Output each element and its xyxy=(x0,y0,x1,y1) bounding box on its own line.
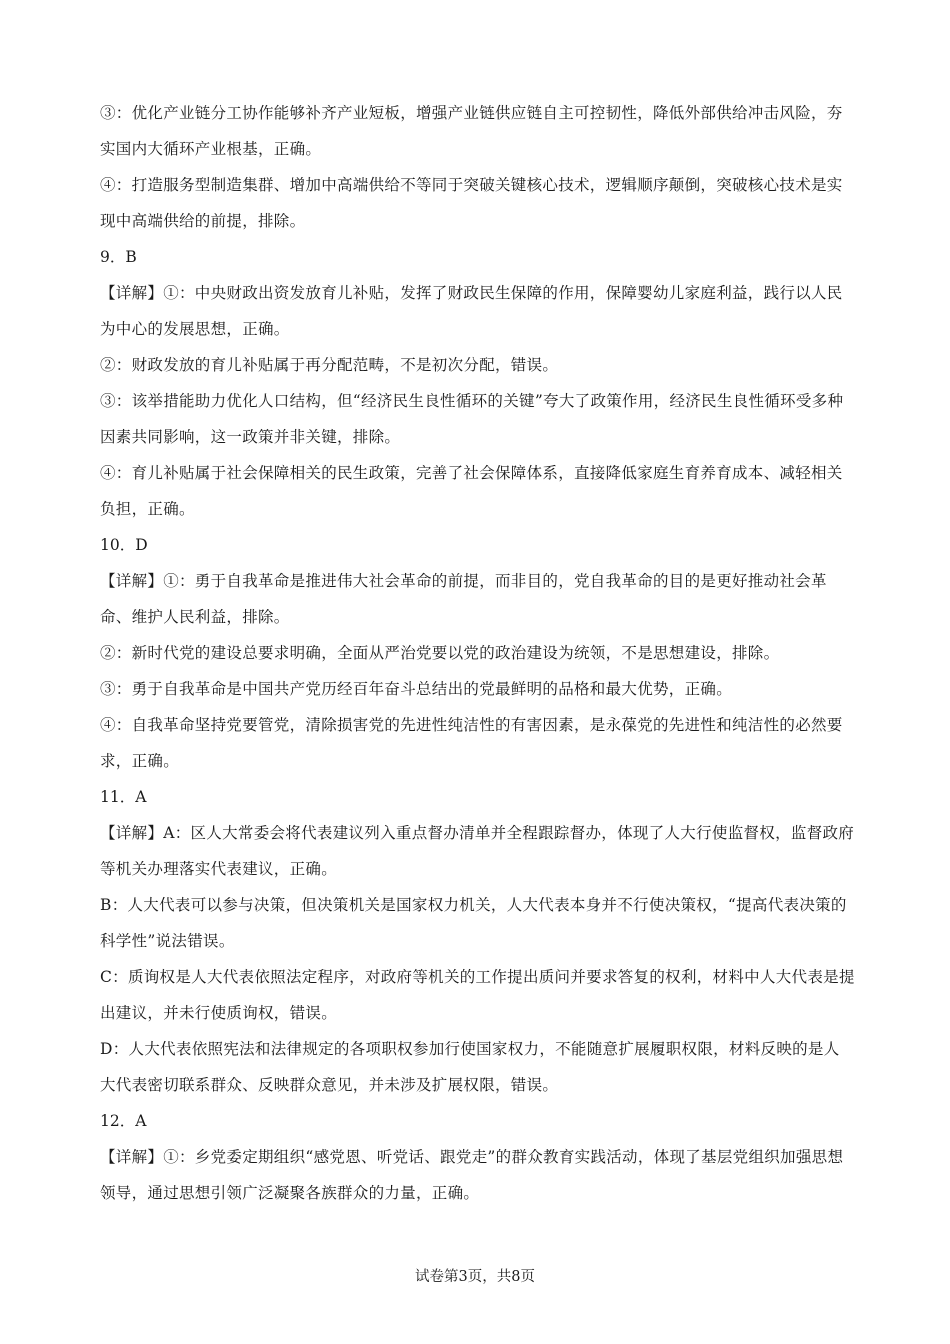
answer-paragraph: ②：新时代党的建设总要求明确，全面从严治党要以党的政治建设为统领，不是思想建设，排除。 xyxy=(100,644,780,662)
answer-paragraph: ③：该举措能助力优化人口结构，但“经济民生良性循环的关键”夸大了政策作用，经济民生良性循环受多种因素共同影响，这一政策并非关键，排除。 xyxy=(100,392,844,446)
answer-content xyxy=(100,95,855,1211)
answer-paragraph: 【详解】①：中央财政出资发放育儿补贴，发挥了财政民生保障的作用，保障婴幼儿家庭利益，践行以人民为中心的发展思想，正确。 xyxy=(100,284,843,338)
page-footer: 试卷第3页，共8页 xyxy=(415,1269,535,1285)
answer-paragraph: ④：打造服务型制造集群、增加中高端供给不等同于突破关键核心技术，逻辑顺序颠倒，突破核心技术是实现中高端供给的前提，排除。 xyxy=(100,176,843,230)
answer-paragraph: ③：优化产业链分工协作能够补齐产业短板，增强产业链供应链自主可控韧性，降低外部供给冲击风险，夯实国内大循环产业根基，正确。 xyxy=(100,104,843,158)
answer-paragraph: 【详解】A：区人大常委会将代表建议列入重点督办清单并全程跟踪督办，体现了人大行使监督权，监督政府等机关办理落实代表建议，正确。 xyxy=(100,824,855,878)
answer-paragraph: B：人大代表可以参与决策，但决策机关是国家权力机关，人大代表本身并不行使决策权，“提高代表决策的科学性”说法错误。 xyxy=(100,896,847,950)
answer-paragraph: 【详解】①：乡党委定期组织“感党恩、听党话、跟党走”的群众教育实践活动，体现了基层党组织加强思想领导，通过思想引领广泛凝聚各族群众的力量，正确。 xyxy=(100,1148,844,1202)
answer-paragraph: ②：财政发放的育儿补贴属于再分配范畴，不是初次分配，错误。 xyxy=(100,356,559,374)
question-number: 9．B xyxy=(100,248,137,266)
question-number: 10．D xyxy=(100,536,148,554)
answer-paragraph: D：人大代表依照宪法和法律规定的各项职权参加行使国家权力，不能随意扩展履职权限，材料反映的是人大代表密切联系群众、反映群众意见，并未涉及扩展权限，错误。 xyxy=(100,1040,840,1094)
question-number: 12．A xyxy=(100,1112,147,1130)
answer-paragraph: ③：勇于自我革命是中国共产党历经百年奋斗总结出的党最鲜明的品格和最大优势，正确。 xyxy=(100,680,733,698)
answer-paragraph: 【详解】①：勇于自我革命是推进伟大社会革命的前提，而非目的，党自我革命的目的是更好推动社会革命、维护人民利益，排除。 xyxy=(100,572,827,626)
answer-paragraph: C：质询权是人大代表依照法定程序，对政府等机关的工作提出质问并要求答复的权利，材料中人大代表是提出建议，并未行使质询权，错误。 xyxy=(100,968,855,1022)
answer-paragraph: ④：育儿补贴属于社会保障相关的民生政策，完善了社会保障体系，直接降低家庭生育养育成本、减轻相关负担，正确。 xyxy=(100,464,843,518)
question-number: 11．A xyxy=(100,788,147,806)
answer-paragraph: ④：自我革命坚持党要管党，清除损害党的先进性纯洁性的有害因素，是永葆党的先进性和纯洁性的必然要求，正确。 xyxy=(100,716,843,770)
